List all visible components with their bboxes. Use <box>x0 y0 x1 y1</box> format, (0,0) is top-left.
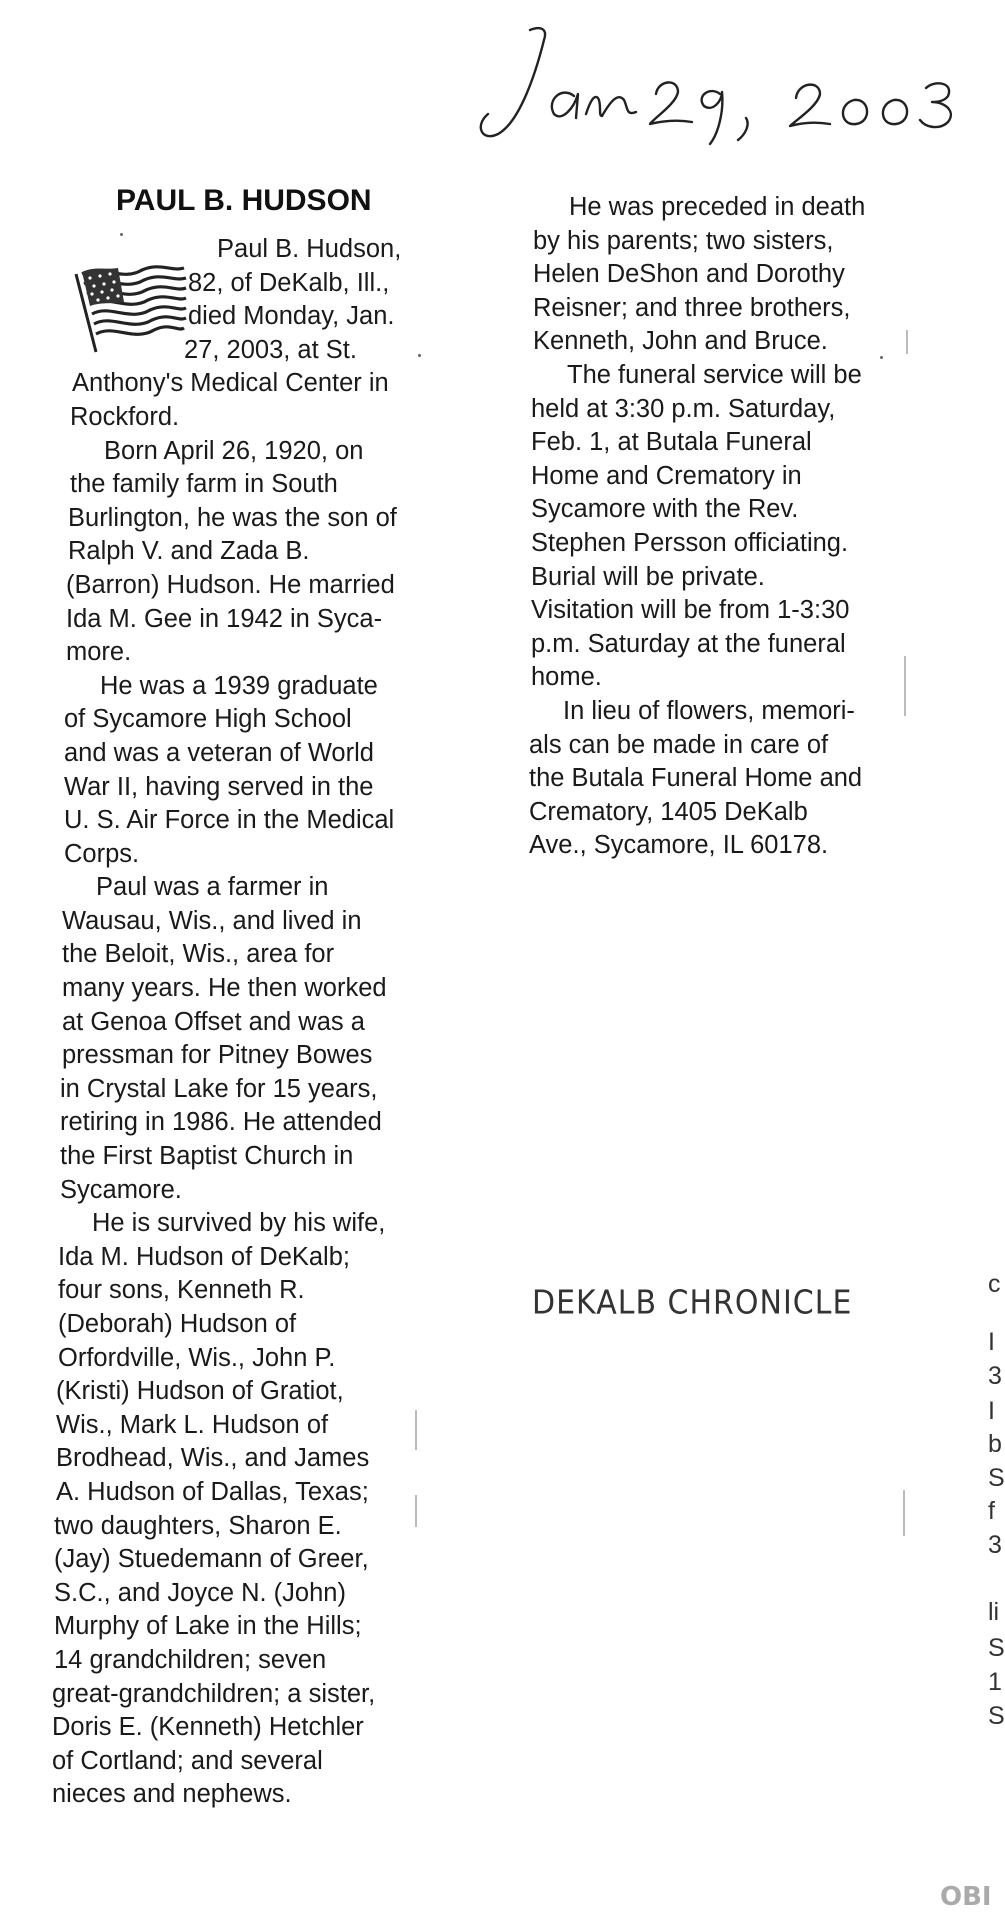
edge-fragment: 3 <box>988 1362 1002 1390</box>
edge-fragment: S <box>988 1464 1005 1492</box>
text-line: Sycamore. <box>60 1175 182 1204</box>
text-line: War II, having served in the <box>64 772 374 801</box>
text-line: held at 3:30 p.m. Saturday, <box>531 394 836 423</box>
text-line: of Cortland; and several <box>52 1746 323 1775</box>
text-line: Ave., Sycamore, IL 60178. <box>529 831 829 860</box>
edge-fragment: c <box>988 1270 1001 1298</box>
scan-speck <box>120 233 123 236</box>
text-line: the First Baptist Church in <box>60 1142 354 1171</box>
text-line: 14 grandchildren; seven <box>54 1645 327 1674</box>
text-line: Burlington, he was the son of <box>68 503 397 532</box>
text-line: more. <box>66 638 132 667</box>
obituary-column-1 <box>52 233 452 1812</box>
text-line: four sons, Kenneth R. <box>58 1276 305 1305</box>
text-line: retiring in 1986. He attended <box>60 1108 382 1137</box>
text-line: by his parents; two sisters, <box>533 226 834 255</box>
text-line: two daughters, Sharon E. <box>54 1511 342 1540</box>
text-line: A. Hudson of Dallas, Texas; <box>56 1477 369 1506</box>
scan-mark <box>904 656 906 716</box>
text-line: died Monday, Jan. <box>188 302 395 331</box>
text-line: Rockford. <box>70 402 180 431</box>
text-line: Orfordville, Wis., John P. <box>58 1343 336 1372</box>
scan-mark <box>415 1410 417 1450</box>
text-line: home. <box>531 663 602 692</box>
newspaper-source-label: DEKALB CHRONICLE <box>532 1284 853 1323</box>
scan-speck <box>880 356 883 359</box>
text-line: (Kristi) Hudson of Gratiot, <box>56 1377 344 1406</box>
text-line: pressman for Pitney Bowes <box>62 1041 373 1070</box>
edge-fragment: b <box>988 1430 1002 1458</box>
text-line: many years. He then worked <box>62 974 387 1003</box>
text-line: Reisner; and three brothers, <box>533 293 851 322</box>
edge-fragment: S <box>988 1702 1005 1730</box>
text-line: Corps. <box>64 839 140 868</box>
text-line: als can be made in care of <box>529 730 829 759</box>
edge-fragment: 3 <box>988 1531 1002 1559</box>
text-line: He was a 1939 graduate <box>100 671 378 700</box>
text-line: and was a veteran of World <box>64 738 374 767</box>
handwritten-date <box>470 22 990 152</box>
text-line: the Beloit, Wis., area for <box>62 940 335 969</box>
scan-mark <box>906 330 908 354</box>
text-line: He is survived by his wife, <box>92 1209 386 1238</box>
text-line: Ida M. Hudson of DeKalb; <box>58 1242 350 1271</box>
text-line: Stephen Persson officiating. <box>531 528 849 557</box>
text-line: He was preceded in death <box>569 193 866 221</box>
text-line: (Jay) Stuedemann of Greer, <box>54 1545 369 1574</box>
obituary-column-2 <box>529 191 929 863</box>
text-line: Crematory, 1405 DeKalb <box>529 797 808 826</box>
text-line: In lieu of flowers, memori- <box>563 696 855 725</box>
edge-fragment: li <box>988 1598 1000 1626</box>
text-line: S.C., and Joyce N. (John) <box>54 1578 346 1607</box>
text-line: The funeral service will be <box>567 360 862 389</box>
text-line: p.m. Saturday at the funeral <box>531 629 846 658</box>
edge-fragment: S <box>988 1634 1005 1662</box>
text-line: Sycamore with the Rev. <box>531 495 799 524</box>
text-line: Brodhead, Wis., and James <box>56 1444 370 1473</box>
scan-mark <box>903 1490 905 1536</box>
text-line: at Genoa Offset and was a <box>62 1007 365 1036</box>
text-line: 27, 2003, at St. <box>184 335 357 364</box>
text-line: Home and Crematory in <box>531 461 802 490</box>
edge-fragment: I <box>988 1397 995 1425</box>
handwritten-date-signature <box>470 22 990 152</box>
text-line: Ralph V. and Zada B. <box>68 537 310 566</box>
text-line: 82, of DeKalb, Ill., <box>188 268 390 297</box>
text-line: nieces and nephews. <box>52 1780 292 1809</box>
text-line: Born April 26, 1920, on <box>104 436 364 465</box>
text-line: (Barron) Hudson. He married <box>66 570 395 599</box>
archive-stamp-fragment: OBI <box>940 1882 992 1912</box>
scan-speck <box>418 354 421 357</box>
text-line: in Crystal Lake for 15 years, <box>60 1074 378 1103</box>
text-line: U. S. Air Force in the Medical <box>64 806 395 835</box>
text-line: Kenneth, John and Bruce. <box>533 327 828 356</box>
text-line: Paul was a farmer in <box>96 873 329 902</box>
text-line: Murphy of Lake in the Hills; <box>54 1612 362 1641</box>
text-line: Ida M. Gee in 1942 in Syca- <box>66 604 383 633</box>
text-line: Burial will be private. <box>531 562 765 591</box>
text-line: the Butala Funeral Home and <box>529 764 863 793</box>
edge-fragment: f <box>988 1497 995 1525</box>
obituary-headline: PAUL B. HUDSON <box>116 184 372 217</box>
edge-fragment: I <box>988 1328 995 1356</box>
text-line: Paul B. Hudson, <box>217 235 402 263</box>
text-line: Anthony's Medical Center in <box>72 369 389 398</box>
text-line: of Sycamore High School <box>64 705 352 734</box>
text-line: Helen DeShon and Dorothy <box>533 260 845 289</box>
text-line: Wausau, Wis., and lived in <box>62 906 362 935</box>
text-line: Doris E. (Kenneth) Hetchler <box>52 1713 364 1742</box>
text-line: Wis., Mark L. Hudson of <box>56 1410 329 1439</box>
text-line: the family farm in South <box>70 470 338 499</box>
text-line: Visitation will be from 1-3:30 <box>531 596 850 625</box>
text-line: great-grandchildren; a sister, <box>52 1679 376 1708</box>
scan-mark <box>415 1495 417 1527</box>
edge-fragment: 1 <box>988 1668 1002 1696</box>
text-line: (Deborah) Hudson of <box>58 1310 297 1338</box>
text-line: Feb. 1, at Butala Funeral <box>531 428 812 457</box>
